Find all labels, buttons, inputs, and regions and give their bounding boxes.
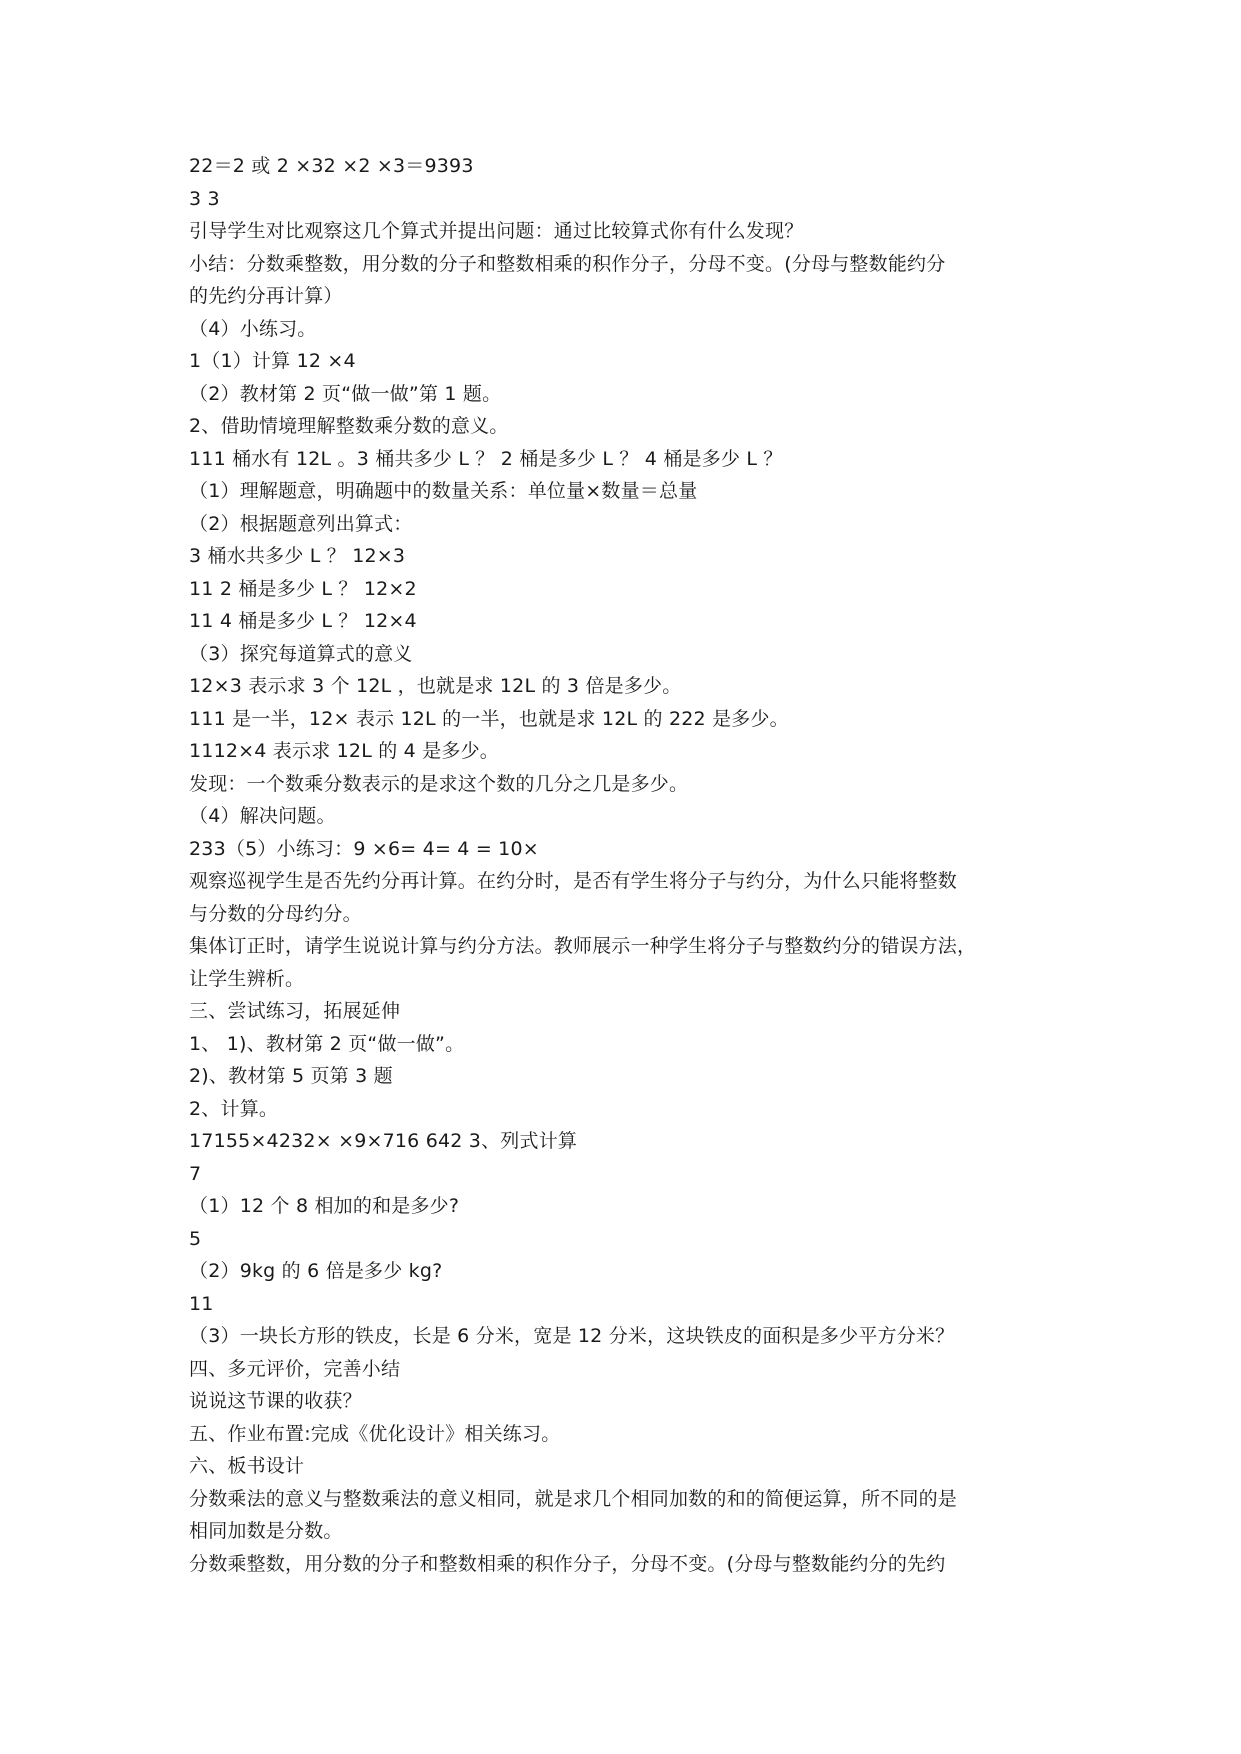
text-line: 发现：一个数乘分数表示的是求这个数的几分之几是多少。 <box>189 772 689 795</box>
text-line: 11 4 桶是多少 L ？ 12×4 <box>189 610 417 632</box>
text-line: 引导学生对比观察这几个算式并提出问题：通过比较算式你有什么发现？ <box>189 220 804 242</box>
text-line: 集体订正时，请学生说说计算与约分方法。教师展示一种学生将分子与整数约分的错误方法， <box>189 935 977 957</box>
text-line: 2、计算。 <box>189 1097 279 1120</box>
text-line: 17155×4232× ×9×716 642 3、列式计算 <box>189 1130 578 1152</box>
text-line: 2)、教材第 5 页第 3 题 <box>189 1065 393 1087</box>
text-line: 12×3 表示求 3 个 12L ，也就是求 12L 的 3 倍是多少。 <box>189 675 682 697</box>
text-line: （2）根据题意列出算式： <box>189 512 413 535</box>
text-line: 让学生辨析。 <box>189 967 305 990</box>
text-line: 5 <box>189 1227 202 1250</box>
text-line: （2）教材第 2 页“做一做”第 1 题。 <box>189 382 502 405</box>
text-line: 111 是一半，12× 表示 12L 的一半，也就是求 12L 的 222 是多少。 <box>189 707 789 730</box>
text-line: 说说这节课的收获？ <box>189 1390 362 1412</box>
text-line: 7 <box>189 1162 202 1185</box>
text-line: 观察巡视学生是否先约分再计算。在约分时，是否有学生将分子与约分，为什么只能将整数 <box>189 870 958 892</box>
section-heading: 六、板书设计 <box>189 1455 305 1477</box>
text-line: 111 桶水有 12L 。3 桶共多少 L ？ 2 桶是多少 L ？ 4 桶是多少 L ？ <box>189 447 783 470</box>
section-heading: 四、多元评价，完善小结 <box>189 1357 401 1380</box>
text-line: 3 桶水共多少 L ？ 12×3 <box>189 545 406 567</box>
text-line: （3）探究每道算式的意义 <box>189 642 413 665</box>
text-line: （4）解决问题。 <box>189 805 336 827</box>
document-body <box>189 150 1069 1580</box>
text-line: （3）一块长方形的铁皮，长是 6 分米，宽是 12 分米，这块铁皮的面积是多少平方分米？ <box>189 1325 955 1347</box>
text-line: 2、借助情境理解整数乘分数的意义。 <box>189 415 509 437</box>
text-line: 1、 1)、教材第 2 页“做一做”。 <box>189 1032 465 1055</box>
text-line: 1（1）计算 12 ×4 <box>189 350 356 372</box>
text-line: 小结：分数乘整数，用分数的分子和整数相乘的积作分子，分母不变。(分母与整数能约分 <box>189 252 946 275</box>
text-line: 233（5）小练习：9 ×6= 4= 4 = 10× <box>189 837 539 860</box>
text-line: 11 <box>189 1292 214 1315</box>
section-heading: 五、作业布置:完成《优化设计》相关练习。 <box>189 1422 561 1445</box>
text-line: 的先约分再计算） <box>189 285 343 307</box>
text-line: （4）小练习。 <box>189 317 317 340</box>
text-line: 11 2 桶是多少 L ？ 12×2 <box>189 577 417 600</box>
text-line: 22＝2 或 2 ×32 ×2 ×3＝9393 <box>189 155 474 177</box>
text-line: 相同加数是分数。 <box>189 1520 343 1542</box>
section-heading: 三、尝试练习，拓展延伸 <box>189 1000 401 1022</box>
text-line: 1112×4 表示求 12L 的 4 是多少。 <box>189 740 500 762</box>
text-line: （1）理解题意，明确题中的数量关系：单位量×数量＝总量 <box>189 480 698 502</box>
text-line: 3 3 <box>189 187 220 210</box>
text-line: （1）12 个 8 相加的和是多少? <box>189 1195 460 1217</box>
text-line: 与分数的分母约分。 <box>189 902 362 925</box>
text-line: （2）9kg 的 6 倍是多少 kg? <box>189 1260 443 1282</box>
text-line: 分数乘整数，用分数的分子和整数相乘的积作分子，分母不变。(分母与整数能约分的先约 <box>189 1552 946 1575</box>
text-line: 分数乘法的意义与整数乘法的意义相同，就是求几个相同加数的和的简便运算，所不同的是 <box>189 1487 958 1510</box>
